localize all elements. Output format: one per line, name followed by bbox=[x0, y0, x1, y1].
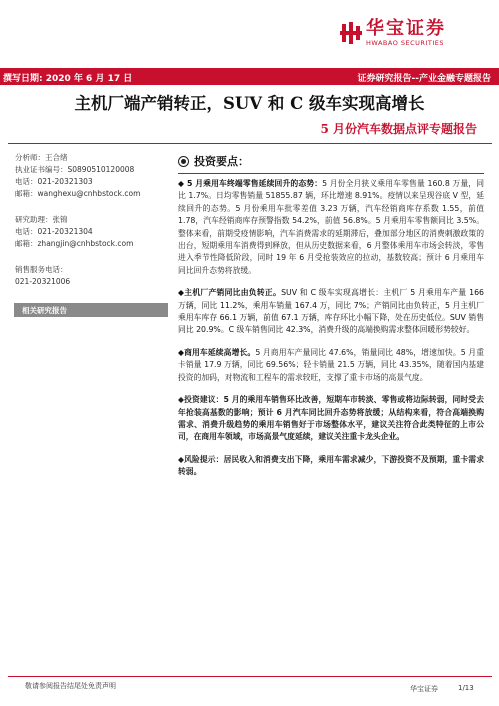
paragraph-body: 居民收入和消费支出下降，乘用车需求减少，下游投资不及预期，重卡需求转弱。 bbox=[178, 454, 485, 477]
investment-highlights bbox=[178, 150, 484, 485]
section-header bbox=[178, 153, 484, 169]
paragraph-lead: ◆ 5 月乘用车终端零售延续回升的态势： bbox=[178, 179, 323, 188]
paragraph-oem bbox=[178, 287, 484, 337]
paragraph-lead: ◆商用车延续高增长。 bbox=[178, 347, 256, 357]
assistant-email: 邮箱：zhangjin@cnhbstock.com bbox=[15, 239, 134, 248]
sales-phone-label: 销售服务电话： bbox=[15, 265, 68, 274]
analyst-email: 邮箱：wanghexu@cnhbstock.com bbox=[15, 189, 141, 198]
sales-phone: 021-20321006 bbox=[15, 277, 71, 286]
brand-logo bbox=[340, 20, 446, 47]
paragraph-risk bbox=[178, 454, 484, 479]
paragraph-body: SUV 和 C 级车实现高增长：主机厂 5 月乘用车产量 166 万辆，同比 11.2%，乘用车销量 167.4 万，同比 7%；产销同比由负转正，5 月主机厂乘用车库存 66.1 万辆，前值 67.1 万辆，库存环比小幅下降，处在历史低位。SUV 销售同比 20.9%。C 级车销售同比 42.3%，消费升级的高端换购需求整体回暖形势较好。 bbox=[178, 288, 484, 335]
brand-name-cn: 华宝证券 bbox=[366, 18, 446, 39]
footer-disclaimer: 敬请参阅报告结尾处免责声明 bbox=[25, 682, 116, 690]
related-reports-label: 相关研究报告 bbox=[22, 306, 67, 315]
paragraph-lead: ◆投资建议： bbox=[178, 395, 224, 405]
paragraph-retail bbox=[178, 178, 484, 277]
report-date: 撰写日期: 2020 年 6 月 17 日 bbox=[3, 74, 133, 84]
title-divider bbox=[8, 143, 492, 144]
assistant-phone: 电话：021-20321304 bbox=[15, 227, 93, 236]
section-title: 投资要点： bbox=[194, 155, 249, 168]
report-subtitle: 5 月份汽车数据点评专题报告 bbox=[320, 122, 477, 136]
footer-brand: 华宝证券 bbox=[410, 685, 438, 693]
report-category: 证券研究报告--产业金融专题报告 bbox=[357, 74, 491, 84]
paragraph-investment-advice bbox=[178, 394, 484, 444]
paragraph-commercial bbox=[178, 347, 484, 384]
hwabao-logo-icon bbox=[340, 22, 362, 44]
header-bar bbox=[0, 68, 499, 85]
footer-divider bbox=[8, 676, 492, 677]
report-title: 主机厂端产销转正，SUV 和 C 级车实现高增长 bbox=[74, 94, 425, 113]
brand-name-en: HWABAO SECURITIES bbox=[366, 39, 444, 47]
paragraph-body: 5 月份全月狭义乘用车零售量 160.8 万量，同比 1.7%。日均零售销量 51855.87 辆，环比增速 8.91%。疫情以来呈现谷底 V 型，延续回升的态势。5 月份乘用车批零差值 3.23 万辆，汽车经销商库存系数 1.55，前值 1.78，汽车经销商库存预警指数 54.2%，前值 56.8%。5 月乘用车零售额同比 3.5%。整体来看，前期受疫情影响，汽车消费需求的延期滞后，叠加部分地区的消费刺激政策的出台，短期乘用车消费得到释放，但从历史数据来看，6 月整体乘用车市场会转淡，零售进入季节性降低阶段，同时 19 年 6 月受抢装效应的拉动，基数较高；预计 6 月乘用车同比回升态势将放缓。 bbox=[178, 179, 485, 275]
paragraph-lead: ◆主机厂产销同比由负转正。 bbox=[178, 288, 282, 298]
analyst-license: 执业证书编号：S0890510120008 bbox=[15, 165, 135, 174]
analyst-name: 分析师：王合绪 bbox=[15, 153, 68, 162]
assistant-name: 研究助理：张锦 bbox=[15, 215, 68, 224]
paragraph-body: 5 月的乘用车销售环比改善，短期车市转淡、零售或将边际转弱，同时受去年抢装高基数的影响；预计 6 月汽车同比回升态势将放缓；从结构来看，符合高端换购需求、消费升级趋势的乘用车销售好于市场整体水平，建议关注符合此类特征的上市公司，在商用车领域，市场高景气度延续，建议关注重卡龙头企业。 bbox=[178, 395, 484, 442]
section-divider bbox=[178, 173, 484, 174]
paragraph-body: 5 月商用车产量同比 47.6%，销量同比 48%，增速加快。5 月重卡销量 17.9 万辆，同比 69.56%；轻卡销量 21.5 万辆，同比 43.35%，随着国内基建投资的加码，对物流和工程车的需求较旺，支撑了重卡市场的高景气度。 bbox=[178, 347, 484, 382]
page-number: 1/13 bbox=[458, 684, 474, 692]
analyst-phone: 电话：021-20321303 bbox=[15, 177, 93, 186]
related-reports-bar bbox=[14, 303, 168, 317]
paragraph-lead: ◆风险提示： bbox=[178, 454, 224, 464]
target-icon bbox=[178, 156, 189, 167]
analyst-info bbox=[15, 152, 165, 288]
